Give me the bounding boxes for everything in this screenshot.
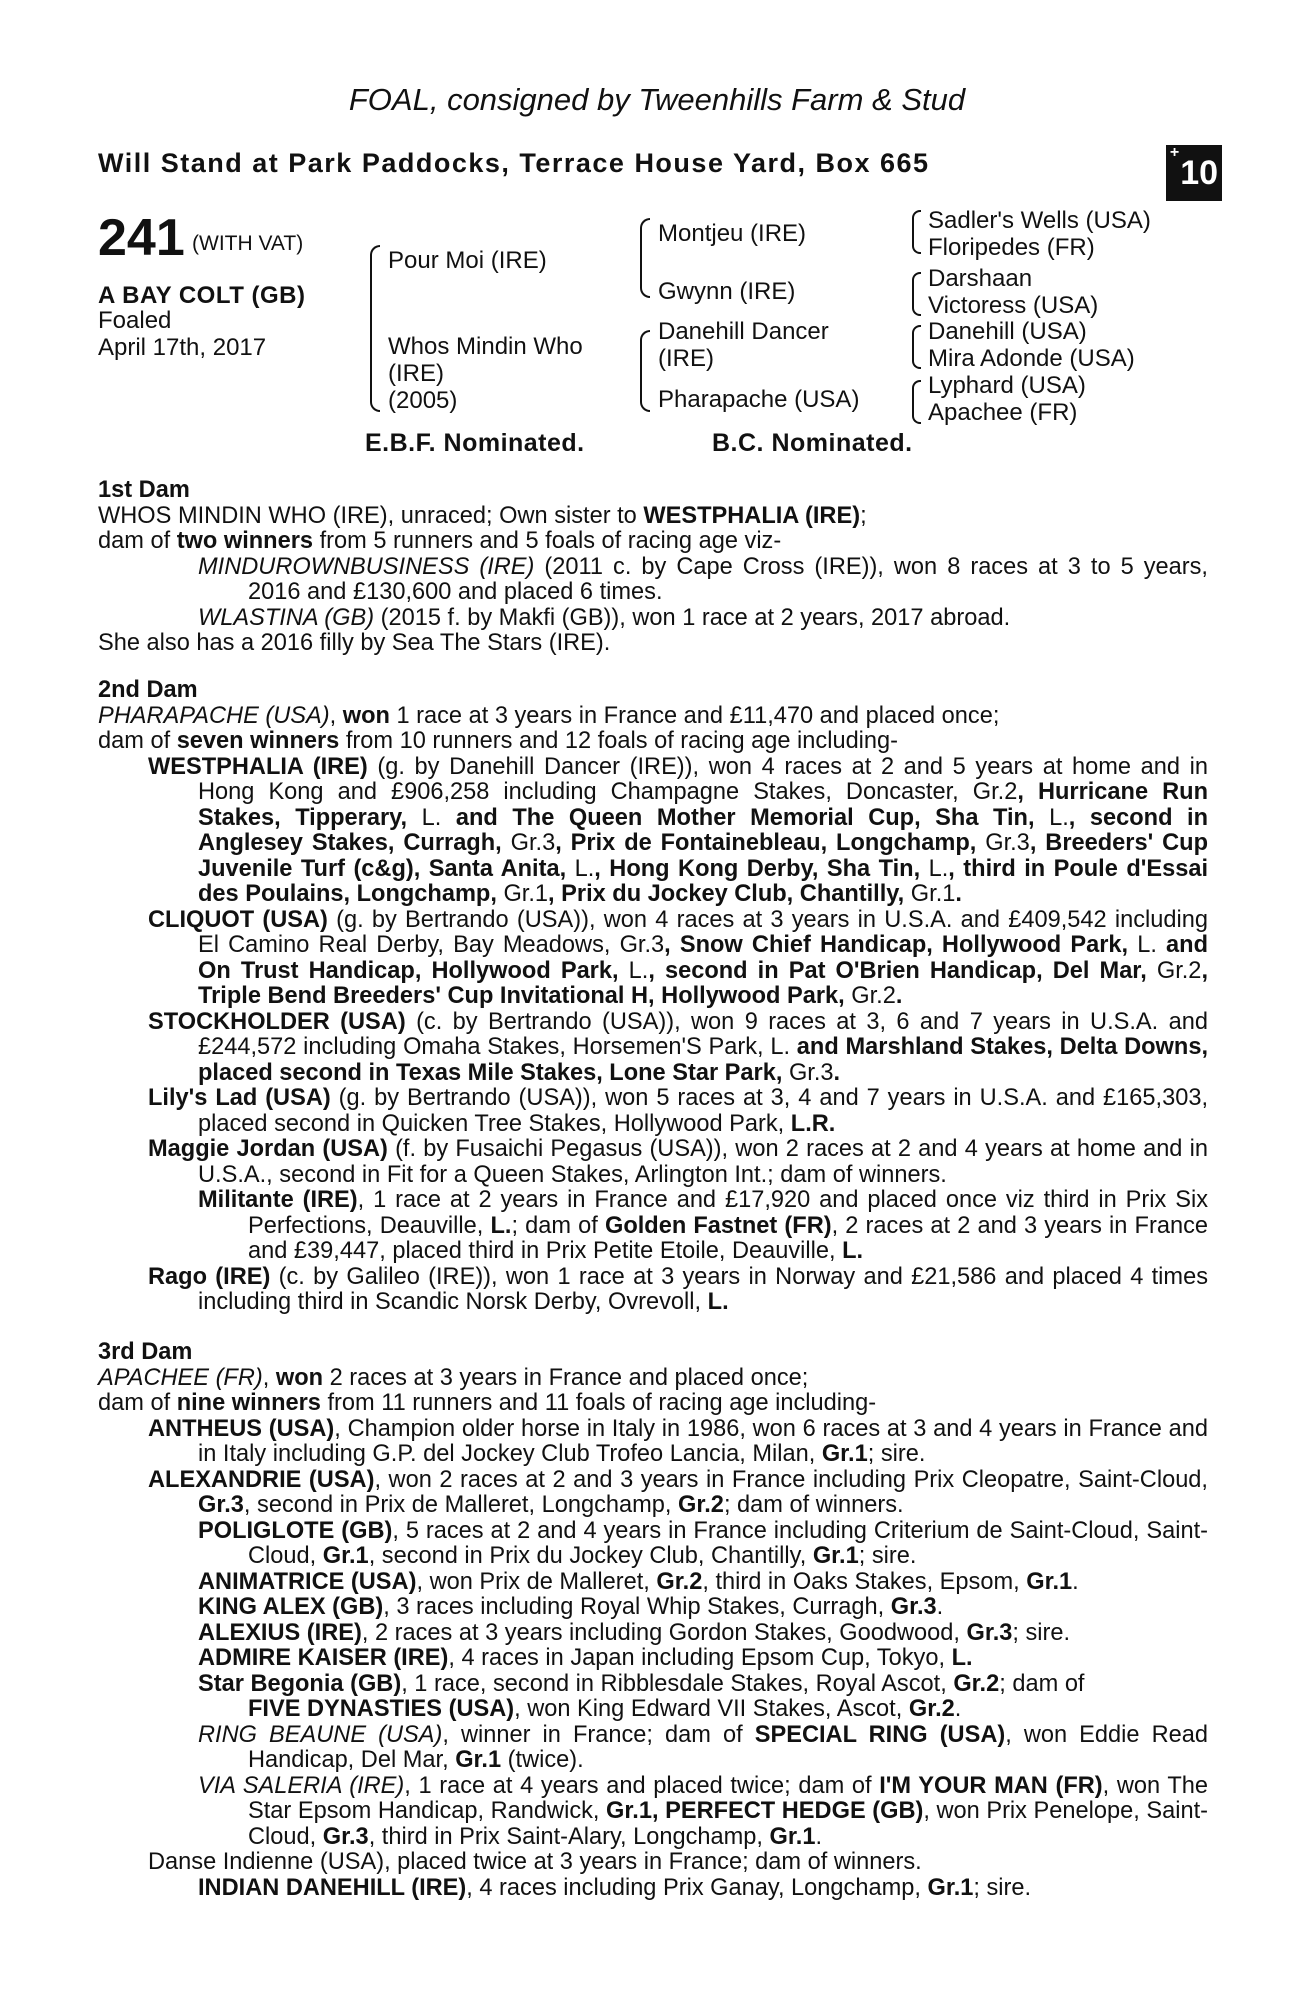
- first-dam-footer: She also has a 2016 filly by Sea The Stars (IRE).: [98, 630, 611, 656]
- foaled-date: April 17th, 2017: [98, 334, 267, 361]
- consignor-line: FOAL, consigned by Tweenhills Farm & Stud: [348, 82, 966, 117]
- pedigree-dam-l3: (2005): [388, 387, 458, 414]
- pedigree-dam-dam: Pharapache (USA): [658, 386, 860, 413]
- lot-number: 241: [98, 209, 185, 267]
- progeny-name: MINDUROWNBUSINESS (IRE): [198, 553, 535, 580]
- second-dam-line2: [98, 729, 1208, 755]
- text: won: [342, 702, 390, 729]
- ebf-nominated: E.B.F. Nominated.: [365, 429, 585, 457]
- entry-segment: L.: [842, 1238, 864, 1264]
- entry-segment: , 3 races including Royal Whip Stakes, Curragh,: [383, 1594, 891, 1620]
- entry-segment: Gr.1: [1026, 1568, 1073, 1595]
- progeny-name: Militante (IRE): [198, 1187, 358, 1213]
- first-dam-line1: [98, 504, 1208, 530]
- entry-segment: I'M YOUR MAN (FR): [879, 1772, 1103, 1799]
- location-line: Will Stand at Park Paddocks, Terrace House Yard, Box 665: [98, 148, 930, 178]
- entry-segment: (g. by Bertrando (USA)), won 4 races at 3 years in U.S.A. and £409,542 including El Camino Real Derby, Bay Meadows,: [198, 906, 1208, 958]
- progeny-name: POLIGLOTE (GB): [198, 1517, 393, 1544]
- entry-segment: , 2 races at 2 and 3 years in France and £39,447, placed third in Prix Petite Etoile, Deauville,: [248, 1212, 1208, 1264]
- entry-segment: , third in Prix Saint-Alary, Longchamp,: [368, 1823, 770, 1850]
- entry-segment: Gr.3: [985, 830, 1030, 856]
- pedigree-dam-sire-l1: Danehill Dancer: [658, 318, 829, 345]
- entry-segment: L.: [707, 1289, 729, 1315]
- first-dam-line2: [98, 529, 1208, 555]
- horse-link-text: WESTPHALIA (IRE): [643, 502, 861, 529]
- entry-segment: Gr.1: [322, 1543, 369, 1569]
- progeny-entry: [98, 1672, 1208, 1698]
- entry-segment: (g. by Danehill Dancer (IRE)), won 4 races at 2 and 5 years at home and in Hong Kong and £906,258 including Champagne Stakes, Doncaster,: [198, 753, 1208, 805]
- progeny-name: ANTHEUS (USA): [148, 1415, 335, 1442]
- entry-segment: Gr.3: [198, 1492, 244, 1518]
- entry-segment: Gr.1: [927, 1874, 974, 1901]
- horse-name: A BAY COLT (GB): [98, 282, 306, 309]
- pedigree-dds: Lyphard (USA): [928, 372, 1086, 399]
- progeny-name: FIVE DYNASTIES (USA): [248, 1696, 515, 1722]
- entry-segment: Gr.2: [1156, 957, 1202, 984]
- text: ;: [860, 502, 867, 529]
- entry-segment: , second in Prix de Malleret, Longchamp,: [243, 1492, 679, 1518]
- progeny-name: KING ALEX (GB): [198, 1594, 384, 1620]
- progeny-entry: [98, 1417, 1208, 1468]
- entry-segment: .: [895, 983, 903, 1009]
- pedigree-ddd: Apachee (FR): [928, 399, 1078, 426]
- entry-segment: , won Eddie Read Handicap, Del Mar,: [248, 1721, 1208, 1773]
- text: dam of: [98, 528, 177, 554]
- dam-name: APACHEE (FR): [98, 1364, 263, 1391]
- entry-segment: , Snow Chief Handicap, Hollywood Park,: [664, 932, 1138, 958]
- progeny-name: ADMIRE KAISER (IRE): [198, 1645, 449, 1671]
- progeny-entry: [98, 908, 1208, 1010]
- progeny-entry: [98, 1188, 1208, 1265]
- pedigree-brace-3: [640, 330, 650, 412]
- pedigree-brace-4: [912, 210, 921, 254]
- entry-segment: .: [955, 881, 962, 907]
- entry-segment: Gr.2: [851, 983, 896, 1009]
- entry-segment: (f. by Fusaichi Pegasus (USA)), won 2 races at 2 and 4 years at home and in U.S.A., second in Fit for a Queen Stakes, Arlington Int.; dam of winners.: [198, 1136, 1208, 1188]
- progeny-name: WESTPHALIA (IRE): [148, 753, 368, 780]
- entry-segment: Gr.1: [455, 1747, 502, 1773]
- pedigree-dam-l2: (IRE): [388, 360, 444, 387]
- entry-segment: L.: [770, 1034, 791, 1060]
- progeny-name: ALEXIUS (IRE): [198, 1619, 362, 1646]
- entry-segment: and On Trust Handicap, Hollywood Park,: [198, 932, 1208, 984]
- second-dam-heading: 2nd Dam: [98, 677, 198, 703]
- text: 2 races at 3 years in France and placed once;: [323, 1364, 809, 1391]
- entry-segment: Gr.1: [821, 1441, 868, 1467]
- progeny-name: Danse Indienne (USA), placed twice at 3 years in France; dam of winners.: [148, 1849, 922, 1875]
- progeny-name: ANIMATRICE (USA): [198, 1568, 417, 1595]
- first-dam-section: [98, 478, 1208, 657]
- entry-segment: Gr.3: [322, 1823, 369, 1850]
- entry-segment: , won The Star Epsom Handicap, Randwick,: [248, 1772, 1208, 1824]
- first-dam-heading: 1st Dam: [98, 477, 190, 503]
- entry-segment: L.: [490, 1212, 512, 1239]
- third-dam-line1: [98, 1366, 1208, 1392]
- entry-segment: ; sire.: [858, 1543, 917, 1569]
- entry-segment: , won 2 races at 2 and 3 years in France including Prix Cleopatre, Saint-Cloud,: [374, 1466, 1208, 1493]
- entry-segment: , won Prix de Malleret,: [416, 1568, 657, 1595]
- progeny-entry: [98, 1850, 1208, 1876]
- progeny-entry: [98, 1876, 1208, 1902]
- third-dam-section: [98, 1340, 1208, 1901]
- catalogue-badge: [1166, 145, 1222, 201]
- pedigree-sds: Darshaan: [928, 265, 1033, 292]
- foaled-label: Foaled: [98, 307, 172, 334]
- entry-segment: Gr.2: [908, 1696, 955, 1722]
- progeny-entry: [98, 1697, 1208, 1723]
- text: ,: [329, 702, 343, 729]
- progeny-name: INDIAN DANEHILL (IRE): [198, 1874, 467, 1901]
- pedigree-sire: Pour Moi (IRE): [388, 247, 547, 274]
- progeny-name: Lily's Lad (USA): [148, 1085, 331, 1111]
- pedigree-brace-5: [912, 272, 921, 316]
- progeny-entry: [98, 1646, 1208, 1672]
- entry-segment: L.: [1049, 804, 1069, 831]
- progeny-entry: [98, 555, 1208, 606]
- entry-segment: .: [936, 1594, 944, 1620]
- progeny-entry: [98, 1570, 1208, 1596]
- entry-segment: L.: [628, 957, 649, 984]
- vat-note: (WITH VAT): [192, 232, 304, 255]
- entry-segment: , 1 race, second in Ribblesdale Stakes, Royal Ascot,: [401, 1670, 954, 1697]
- entry-segment: , won Prix Penelope, Saint-Cloud,: [248, 1798, 1208, 1850]
- entry-segment: Gr.3: [788, 1059, 834, 1086]
- entry-segment: Gr.1: [503, 881, 549, 907]
- progeny-name: WLASTINA (GB): [198, 604, 375, 631]
- text: from 10 runners and 12 foals of racing age including-: [339, 728, 899, 754]
- entry-segment: Gr.2: [953, 1670, 1000, 1697]
- pedigree-sire-sire: Montjeu (IRE): [658, 220, 807, 247]
- entry-segment: , Hong Kong Derby, Sha Tin,: [594, 855, 929, 882]
- entry-segment: (g. by Bertrando (USA)), won 5 races at 3, 4 and 7 years in U.S.A. and £165,303, placed second in Quicken Tree Stakes, Hollywood Park,: [198, 1085, 1208, 1137]
- text: ,: [262, 1364, 276, 1391]
- entry-segment: SPECIAL RING (USA): [754, 1721, 1006, 1748]
- entry-segment: ; sire.: [867, 1441, 926, 1467]
- pedigree-ssd: Floripedes (FR): [928, 234, 1095, 261]
- entry-segment: L.: [574, 855, 595, 882]
- winners-count: two winners: [176, 528, 314, 554]
- entry-segment: (c. by Galileo (IRE)), won 1 race at 3 years in Norway and £21,586 and placed 4 times including third in Scandic Norsk Derby, Ovrevoll,: [198, 1263, 1208, 1315]
- entry-segment: , won King Edward VII Stakes, Ascot,: [514, 1696, 909, 1722]
- pedigree-dsd: Mira Adonde (USA): [928, 345, 1135, 372]
- entry-segment: Gr.2: [656, 1568, 703, 1595]
- entry-segment: Gr.1: [910, 881, 956, 907]
- entry-segment: , Triple Bend Breeders' Cup Invitational H, Hollywood Park,: [198, 957, 1208, 1009]
- entry-segment: , second in Pat O'Brien Handicap, Del Mar,: [648, 957, 1157, 984]
- entry-segment: Gr.1: [769, 1823, 816, 1850]
- entry-segment: , Hurricane Run Stakes, Tipperary,: [198, 779, 1208, 831]
- entry-segment: L.: [1137, 932, 1157, 958]
- pedigree-dam-sire-l2: (IRE): [658, 345, 714, 372]
- pedigree-sss: Sadler's Wells (USA): [928, 207, 1151, 234]
- pedigree-brace-7: [912, 380, 921, 424]
- entry-segment: , Prix de Fontainebleau, Longchamp,: [555, 830, 986, 856]
- progeny-entry: [98, 1774, 1208, 1851]
- entry-segment: Golden Fastnet (FR): [604, 1212, 832, 1239]
- third-dam-line2: [98, 1391, 1208, 1417]
- progeny-name: VIA SALERIA (IRE): [198, 1772, 405, 1799]
- progeny-entry: [98, 1137, 1208, 1188]
- entry-segment: .: [954, 1696, 962, 1722]
- dam-name: PHARAPACHE (USA): [98, 702, 330, 729]
- progeny-text: (2011 c. by Cape Cross (IRE)), won 8 races at 3 to 5 years, 2016 and £130,600 and placed 6 times.: [248, 553, 1208, 605]
- pedigree-dam-l1: Whos Mindin Who: [388, 333, 583, 360]
- pedigree-sire-dam: Gwynn (IRE): [658, 278, 796, 305]
- text: from 11 runners and 11 foals of racing age including-: [320, 1390, 877, 1416]
- entry-segment: L.: [951, 1645, 973, 1671]
- entry-segment: , Prix du Jockey Club, Chantilly,: [548, 881, 911, 907]
- entry-segment: (c. by Bertrando (USA)), won 9 races at 3, 6 and 7 years in U.S.A. and £244,572 including Omaha Stakes, Horsemen'S Park,: [198, 1008, 1208, 1060]
- progeny-entry: [98, 1265, 1208, 1316]
- pedigree-sdd: Victoress (USA): [928, 292, 1099, 319]
- entry-segment: Gr.3: [966, 1619, 1013, 1646]
- entry-segment: ; dam of: [999, 1670, 1085, 1697]
- entry-segment: ; dam of: [511, 1212, 605, 1239]
- second-dam-section: [98, 678, 1208, 1316]
- entry-segment: , 2 races at 3 years including Gordon Stakes, Goodwood,: [361, 1619, 967, 1646]
- entry-segment: Gr.3: [619, 932, 665, 958]
- entry-segment: , 4 races in Japan including Epsom Cup, Tokyo,: [448, 1645, 952, 1671]
- entry-segment: , 1 race at 4 years and placed twice; dam of: [404, 1772, 880, 1799]
- progeny-name: STOCKHOLDER (USA): [148, 1008, 406, 1035]
- progeny-text: (2015 f. by Makfi (GB)), won 1 race at 2 years, 2017 abroad.: [374, 604, 1011, 631]
- progeny-entry: [98, 1621, 1208, 1647]
- entry-segment: ,: [651, 1798, 666, 1824]
- progeny-entry: [98, 1595, 1208, 1621]
- progeny-entry: [98, 755, 1208, 908]
- entry-segment: Gr.2: [972, 779, 1018, 805]
- entry-segment: , third in Poule d'Essai des Poulains, Longchamp,: [198, 855, 1208, 907]
- second-dam-line1: [98, 704, 1208, 730]
- entry-segment: PERFECT HEDGE (GB): [665, 1798, 924, 1824]
- entry-segment: , second in Anglesey Stakes, Curragh,: [198, 804, 1208, 856]
- pedigree-brace-2: [640, 218, 650, 298]
- entry-segment: .: [833, 1059, 841, 1086]
- text: won: [275, 1364, 324, 1391]
- entry-segment: , winner in France; dam of: [442, 1721, 755, 1748]
- pedigree-brace-1: [370, 245, 380, 412]
- badge-number: 10: [1180, 154, 1219, 192]
- entry-segment: , 5 races at 2 and 4 years in France including Criterium de Saint-Cloud, Saint-Cloud,: [248, 1517, 1208, 1569]
- entry-segment: Gr.1: [606, 1798, 652, 1824]
- entry-segment: , 1 race at 2 years in France and £17,920 and placed once viz third in Prix Six Perfections, Deauville,: [248, 1187, 1208, 1239]
- entry-segment: and Marshland Stakes, Delta Downs, placed second in Texas Mile Stakes, Lone Star Park,: [198, 1034, 1208, 1086]
- entry-segment: ; sire.: [973, 1874, 1032, 1901]
- progeny-entry: [98, 606, 1208, 632]
- progeny-name: Star Begonia (GB): [198, 1670, 402, 1697]
- progeny-name: CLIQUOT (USA): [148, 906, 328, 933]
- entry-segment: , third in Oaks Stakes, Epsom,: [702, 1568, 1027, 1595]
- entry-segment: Gr.1: [812, 1543, 859, 1569]
- entry-segment: ; sire.: [1012, 1619, 1071, 1646]
- progeny-entry: [98, 1723, 1208, 1774]
- entry-segment: L.: [928, 855, 949, 882]
- winners-count: nine winners: [176, 1390, 321, 1416]
- entry-segment: .: [1072, 1568, 1079, 1595]
- entry-segment: , Champion older horse in Italy in 1986, won 6 races at 3 and 4 years in France and in Italy including G.P. del Jockey Club Trofeo Lancia, Milan,: [198, 1415, 1209, 1467]
- bc-nominated: B.C. Nominated.: [712, 429, 913, 457]
- text: WHOS MINDIN WHO (IRE), unraced; Own sister to: [98, 502, 644, 529]
- progeny-entry: [98, 1519, 1208, 1570]
- third-dam-heading: 3rd Dam: [98, 1339, 193, 1365]
- text: dam of: [98, 1390, 177, 1416]
- badge-plus: +: [1169, 144, 1180, 161]
- entry-segment: L.: [421, 804, 442, 831]
- pedigree-brace-6: [912, 325, 921, 369]
- winners-count: seven winners: [176, 728, 340, 754]
- entry-segment: (twice).: [501, 1747, 584, 1773]
- entry-segment: ; dam of winners.: [723, 1492, 904, 1518]
- progeny-name: Rago (IRE): [148, 1263, 271, 1290]
- progeny-entry: [98, 1468, 1208, 1519]
- entry-segment: .: [815, 1823, 823, 1850]
- progeny-entry: [98, 1010, 1208, 1087]
- entry-segment: Gr.3: [890, 1594, 937, 1620]
- progeny-name: RING BEAUNE (USA): [198, 1721, 443, 1748]
- progeny-name: ALEXANDRIE (USA): [148, 1466, 375, 1493]
- text: dam of: [98, 728, 177, 754]
- entry-segment: , second in Prix du Jockey Club, Chantilly,: [368, 1543, 813, 1569]
- text: from 5 runners and 5 foals of racing age viz-: [313, 528, 782, 554]
- progeny-entry: [98, 1086, 1208, 1137]
- entry-segment: Gr.2: [678, 1492, 724, 1518]
- entry-segment: L.R.: [790, 1110, 836, 1137]
- entry-segment: , 4 races including Prix Ganay, Longchamp,: [466, 1874, 928, 1901]
- entry-segment: , Breeders' Cup Juvenile Turf (c&g), Santa Anita,: [198, 830, 1208, 882]
- progeny-name: Maggie Jordan (USA): [148, 1136, 388, 1162]
- entry-segment: and The Queen Mother Memorial Cup, Sha Tin,: [441, 804, 1050, 831]
- pedigree-dss: Danehill (USA): [928, 318, 1087, 345]
- text: 1 race at 3 years in France and £11,470 and placed once;: [389, 702, 1000, 729]
- entry-segment: Gr.3: [510, 830, 556, 856]
